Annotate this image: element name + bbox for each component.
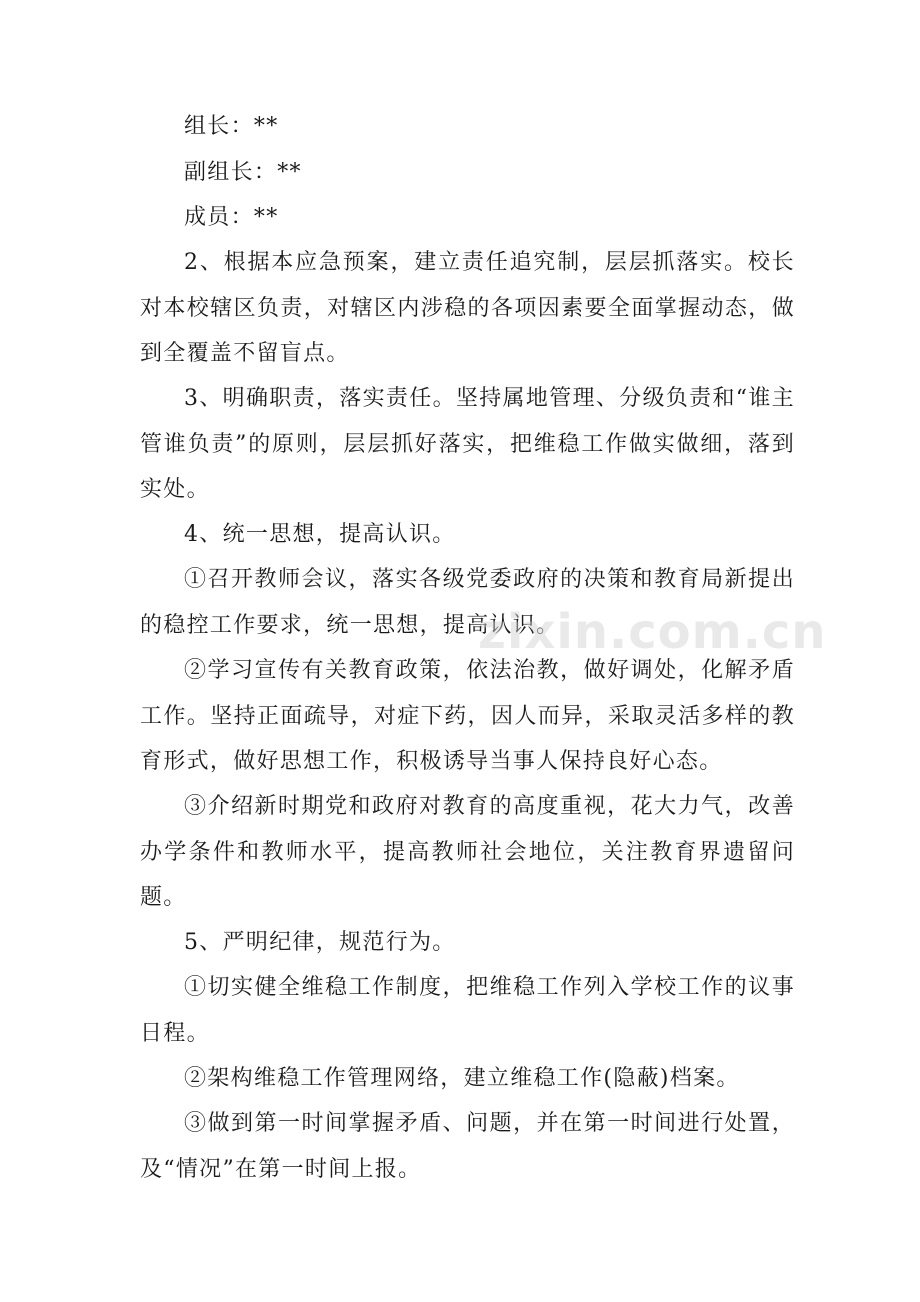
paragraph-item-5-3: ③做到第一时间掌握矛盾、问题，并在第一时间进行处置，及“情况”在第一时间上报。 [140,1111,795,1182]
paragraph-deputy-leader: 副组长：** [184,160,302,185]
watermark: zixin.com.cn [478,604,827,660]
paragraph-item-4-heading: 4、统一思想，提高认识。 [184,522,456,547]
paragraph-item-3: 3、明确职责，落实责任。坚持属地管理、分级负责和“谁主管谁负责”的原则，层层抓好落实，把维稳工作做实做细，落到实处。 [140,386,795,502]
paragraph-members: 成员：** [184,205,279,230]
paragraph-item-4-1: ①召开教师会议，落实各级党委政府的决策和教育局新提出的稳控工作要求，统一思想，提高认识。 [140,567,795,638]
paragraph-item-5-heading: 5、严明纪律，规范行为。 [184,930,456,955]
paragraph-item-4-2: ②学习宣传有关教育政策，依法治教，做好调处，化解矛盾工作。坚持正面疏导，对症下药，因人而异，采取灵活多样的教育形式，做好思想工作，积极诱导当事人保持良好心态。 [140,658,795,774]
paragraph-item-2: 2、根据本应急预案，建立责任追究制，层层抓落实。校长对本校辖区负责，对辖区内涉稳的各项因素要全面掌握动态，做到全覆盖不留盲点。 [140,250,795,366]
paragraph-item-5-1: ①切实健全维稳工作制度，把维稳工作列入学校工作的议事日程。 [140,975,795,1046]
paragraph-leader: 组长：** [184,114,279,139]
paragraph-item-4-3: ③介绍新时期党和政府对教育的高度重视，花大力气，改善办学条件和教师水平，提高教师社会地位，关注教育界遗留问题。 [140,794,795,910]
paragraph-item-5-2: ②架构维稳工作管理网络，建立维稳工作(隐蔽)档案。 [184,1066,740,1091]
